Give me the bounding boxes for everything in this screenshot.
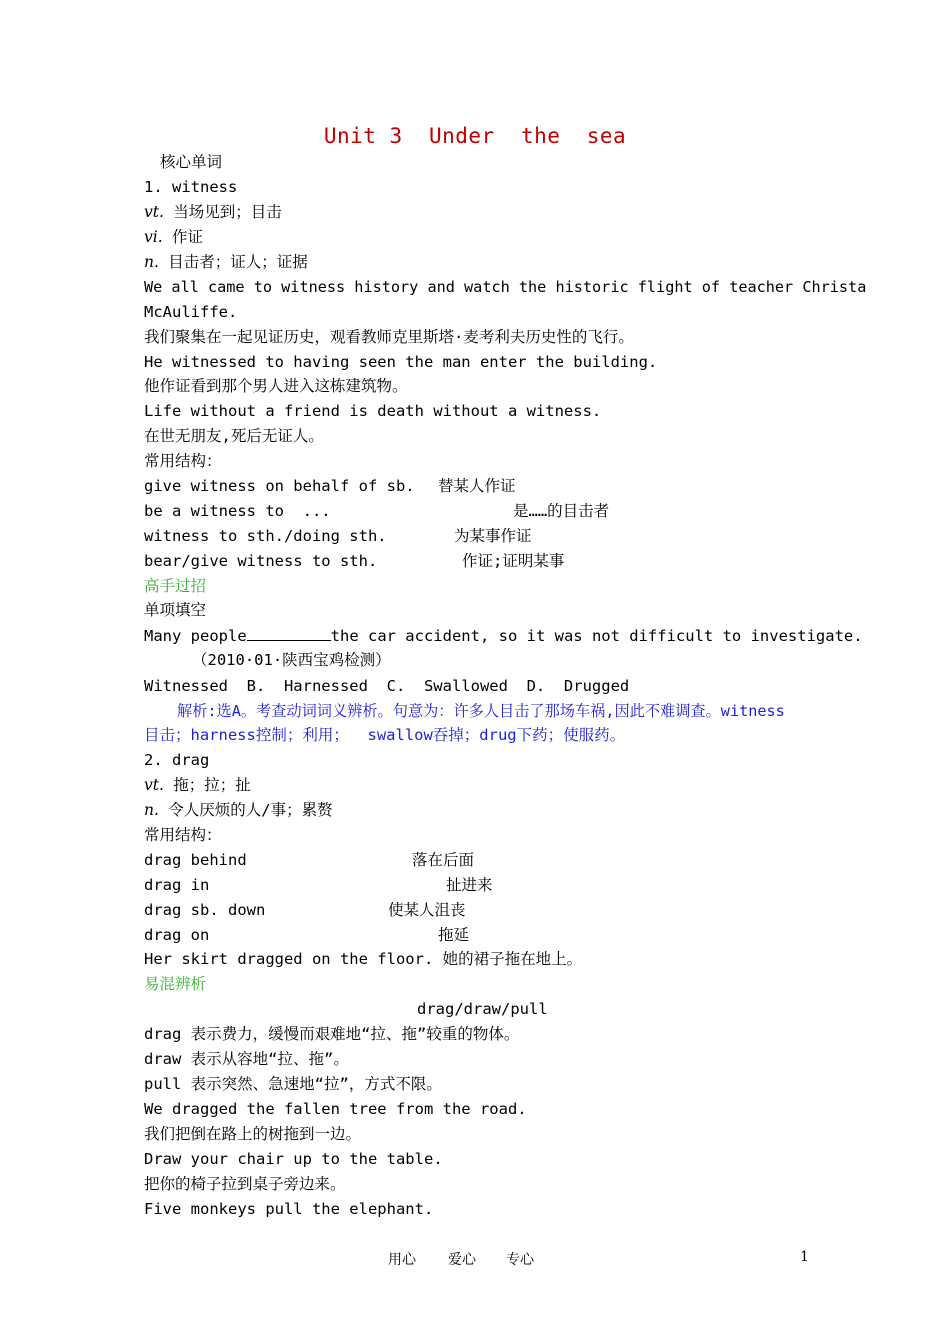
confuse-line: drag 表示费力，缓慢而艰难地“拉、拖”较重的物体。 [144,1025,520,1043]
exercise-heading: 单项填空 [144,601,207,619]
structure-zh: 使某人沮丧 [388,901,466,919]
structure-zh: 为某事作证 [454,527,532,545]
structure-item [144,526,387,546]
example-zh: 我们聚集在一起见证历史，观看教师克里斯塔·麦考利夫历史性的飞行。 [144,328,634,346]
analysis-cont: 目击；harness控制；利用； swallow吞掉；drug下药；使服药。 [144,726,626,744]
witness-vi [144,227,203,247]
pos-label: vt. [144,776,164,794]
pos-label: vi. [144,228,163,246]
confuse-line: 把你的椅子拉到桌子旁边来。 [144,1175,346,1193]
question-options: Witnessed B. Harnessed C. Swallowed D. Drugged [144,677,630,695]
pos-label: n. [144,253,159,271]
structure-zh: 拖延 [438,926,470,944]
footer-text: 专心 [506,1252,534,1268]
structure-item [144,476,415,496]
structure-zh: 落在后面 [412,851,475,869]
structure-en: bear/give witness to sth. [144,552,378,570]
section-core-words: 核心单词 [160,153,223,171]
structure-label: 常用结构： [144,826,222,844]
analysis: 解析:选A。考查动词词义辨析。句意为：许多人目击了那场车祸,因此不难调查。witness [177,702,785,720]
tips-heading: 高手过招 [144,577,207,595]
question-text [144,626,863,646]
structure-zh: 替某人作证 [438,477,516,495]
example-en: McAuliffe. [144,303,238,321]
structure-en: witness to sth./doing sth. [144,527,387,545]
question-start: Many people [144,627,247,645]
question-source: （2010·01·陕西宝鸡检测） [192,651,391,669]
answer-blank [247,626,331,641]
example-zh: 他作证看到那个男人进入这栋建筑物。 [144,377,408,395]
definition: 令人厌烦的人/事；累赘 [158,801,333,819]
page-title: Unit 3 Under the sea [323,124,627,148]
word-heading-witness: 1. witness [144,178,238,196]
structure-en: drag in [144,876,210,894]
confuse-heading: 易混辨析 [144,975,207,993]
definition: 作证 [162,228,203,246]
confuse-line: Draw your chair up to the table. [144,1150,443,1168]
structure-zh: 是……的目击者 [513,502,610,520]
example-en: He witnessed to having seen the man enter the building. [144,353,658,371]
word-heading-drag: 2. drag [144,751,210,769]
footer-text: 爱心 [448,1252,476,1268]
confuse-line: Five monkeys pull the elephant. [144,1200,434,1218]
structure-label: 常用结构： [144,452,222,470]
pos-label: vt. [144,203,164,221]
structure-en: drag sb. down [144,901,266,919]
witness-n [144,252,308,272]
structure-item [144,551,377,571]
footer-text: 用心 [388,1252,416,1268]
structure-item [144,501,331,521]
confuse-line: pull 表示突然、急速地“拉”，方式不限。 [144,1075,442,1093]
pos-label: n. [144,801,159,819]
structure-zh: 扯进来 [446,876,493,894]
definition: 当场见到；目击 [163,203,282,221]
confuse-line: We dragged the fallen tree from the road. [144,1100,527,1118]
witness-vt [144,202,282,222]
example-en: We all came to witness history and watch the historic flight of teacher Christa [144,278,867,296]
example-zh: 在世无朋友,死后无证人。 [144,427,324,445]
confuse-line: 我们把倒在路上的树拖到一边。 [144,1125,362,1143]
structure-en: be a witness to ... [144,502,331,520]
structure-en: drag behind [144,851,247,869]
confuse-title: drag/draw/pull [417,1000,548,1018]
structure-zh: 作证;证明某事 [462,552,565,570]
confuse-line: draw 表示从容地“拉、拖”。 [144,1050,349,1068]
definition: 目击者；证人；证据 [158,253,308,271]
structure-en: give witness on behalf of sb. [144,477,415,495]
example-en-zh: Her skirt dragged on the floor. 她的裙子拖在地上。 [144,950,583,968]
page-number: 1 [800,1249,809,1265]
definition: 拖；拉；扯 [163,776,251,794]
drag-vt [144,775,251,795]
example-en: Life without a friend is death without a witness. [144,402,602,420]
drag-n [144,800,333,820]
question-end: the car accident, so it was not difficult to investigate. [330,627,863,645]
structure-en: drag on [144,926,210,944]
